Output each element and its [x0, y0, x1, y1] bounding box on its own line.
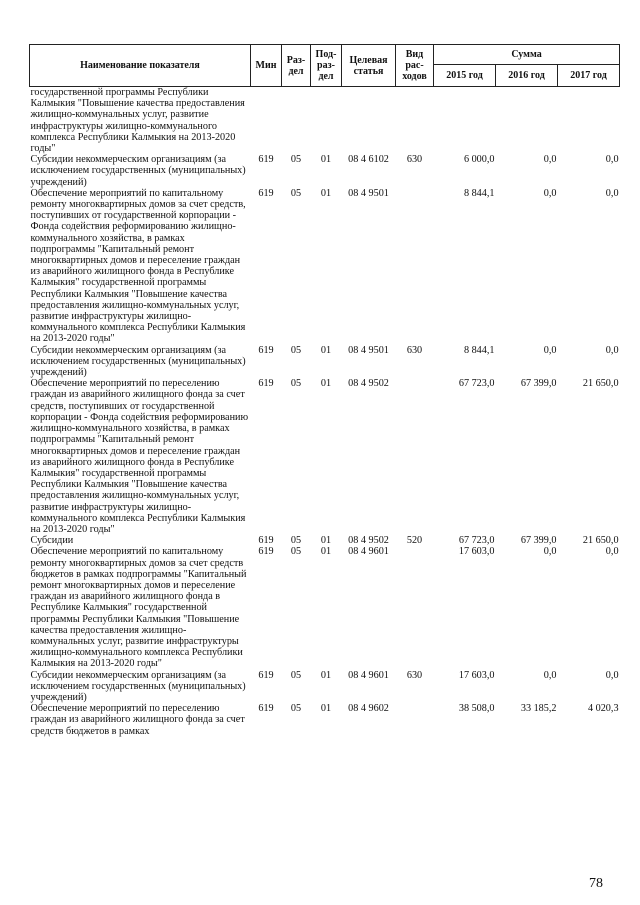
cell-min	[251, 87, 282, 155]
header-vid: Вид рас- ходов	[396, 45, 434, 87]
table-row	[30, 378, 620, 535]
cell-y2015	[434, 87, 496, 155]
cell-y2016: 0,0	[543, 187, 557, 199]
cell-podrazdel: 01	[320, 535, 332, 547]
cell-podrazdel: 01	[320, 344, 332, 356]
cell-y2015: 8 844,1	[463, 187, 495, 199]
header-2017: 2017 год	[558, 65, 620, 87]
cell-y2017: 0,0	[605, 669, 619, 681]
cell-y2017: 0,0	[605, 344, 619, 356]
cell-y2017: 0,0	[605, 546, 619, 558]
table-row	[30, 188, 620, 345]
cell-min: 619	[258, 154, 274, 166]
cell-vid	[396, 546, 434, 669]
cell-target: 08 4 9502	[348, 535, 389, 547]
table-row	[30, 535, 620, 546]
cell-vid	[396, 188, 434, 345]
cell-name: государственной программы Республики Калмыкия "Повышение качества предоставления жилищно-коммунальных услуг, развитие инфраструктуры жилищно-коммунального комплекса Республики Калмыкия на 2013-2020 годы"	[30, 87, 245, 155]
cell-target: 08 4 9501	[348, 344, 389, 356]
cell-razdel: 05	[290, 154, 302, 166]
cell-podrazdel: 01	[320, 187, 332, 199]
cell-min: 619	[258, 669, 274, 681]
cell-razdel: 05	[290, 344, 302, 356]
cell-y2015: 67 723,0	[458, 378, 495, 390]
cell-y2016: 0,0	[543, 669, 557, 681]
cell-podrazdel: 01	[320, 669, 332, 681]
cell-name: Субсидии некоммерческим организациям (за исключением государственных (муниципальных) учреждений)	[30, 669, 246, 703]
cell-min: 619	[258, 378, 274, 390]
cell-podrazdel: 01	[320, 378, 332, 390]
header-2016: 2016 год	[496, 65, 558, 87]
cell-vid: 630	[406, 154, 423, 166]
cell-y2016: 67 399,0	[520, 535, 557, 547]
cell-y2017: 21 650,0	[582, 378, 619, 390]
cell-razdel: 05	[290, 535, 302, 547]
header-target: Целевая статья	[342, 45, 396, 87]
header-min: Мин	[251, 45, 282, 87]
header-sum: Сумма	[434, 45, 620, 65]
cell-min: 619	[258, 344, 274, 356]
cell-podrazdel: 01	[320, 154, 332, 166]
cell-razdel: 05	[290, 187, 302, 199]
cell-y2016: 67 399,0	[520, 378, 557, 390]
cell-vid: 520	[406, 535, 423, 547]
cell-vid	[396, 87, 434, 155]
cell-name: Субсидии	[30, 535, 74, 547]
cell-y2017: 0,0	[605, 154, 619, 166]
cell-y2015: 8 844,1	[463, 344, 495, 356]
cell-target: 08 4 9502	[348, 378, 389, 390]
cell-y2016: 33 185,2	[520, 703, 557, 715]
cell-y2017: 4 020,3	[587, 703, 619, 715]
cell-y2016: 0,0	[543, 344, 557, 356]
header-podrazdel: Под- раз- дел	[311, 45, 342, 87]
cell-y2015: 6 000,0	[463, 154, 495, 166]
cell-min: 619	[258, 546, 274, 558]
cell-vid	[396, 378, 434, 535]
budget-table	[29, 44, 620, 737]
cell-y2017: 21 650,0	[582, 535, 619, 547]
cell-y2016	[496, 87, 558, 155]
cell-min: 619	[258, 187, 274, 199]
cell-y2015: 38 508,0	[458, 703, 495, 715]
cell-podrazdel: 01	[320, 703, 332, 715]
cell-target: 08 4 9602	[348, 703, 389, 715]
cell-name: Субсидии некоммерческим организациям (за исключением государственных (муниципальных) учреждений)	[30, 344, 246, 379]
cell-name: Обеспечение мероприятий по капитальному ремонту многоквартирных домов за счет средств, поступивших от государственной корпорации - Фонда содействия реформированию жилищно-коммунального хозяйства, в рамках подпрограммы "Капитальный ремонт многоквартирных домов и переселение граждан из аварийного жилищного фонда в Республике Калмыкия" государственной программы Республики Калмыкия "Повышение качества предоставления жилищно-коммунальных услуг, развитие инфраструктуры жилищно-коммунального комплекса Республики Калмыкия на 2013-2020 годы"	[30, 187, 246, 345]
cell-y2016: 0,0	[543, 546, 557, 558]
cell-vid: 630	[406, 669, 423, 681]
cell-name: Обеспечение мероприятий по переселению граждан из аварийного жилищного фонда за счет средств, поступивших от государственной корпорации - Фонда содействия реформированию жилищно-коммунального хозяйства, в рамках подпрограммы "Капитальный ремонт многоквартирных домов и переселение граждан из аварийного жилищного фонда в Республике Калмыкия" государственной программы Республики Калмыкия "Повышение качества предоставления жилищно-коммунальных услуг, развитие инфраструктуры жилищно-коммунального комплекса Республики Калмыкия на 2013-2020 годы"	[30, 378, 249, 535]
table-row	[30, 670, 620, 704]
cell-razdel: 05	[290, 703, 302, 715]
table-row	[30, 703, 620, 737]
header-2015: 2015 год	[434, 65, 496, 87]
cell-name: Обеспечение мероприятий по капитальному ремонту многоквартирных домов за счет средств бюджетов в рамках подпрограммы "Капитальный ремонт многоквартирных домов и переселение граждан из аварийного жилищного фонда в Республике Калмыкия" государственной программы Республики Калмыкия "Повышение качества предоставления жилищно-коммунальных услуг, развитие инфраструктуры жилищно-коммунального комплекса Республики Калмыкия на 2013-2020 годы"	[30, 546, 247, 670]
cell-y2016: 0,0	[543, 154, 557, 166]
cell-name: Обеспечение мероприятий по переселению граждан из аварийного жилищного фонда за счет средств бюджетов в рамках	[30, 703, 245, 737]
header-razdel: Раз- дел	[282, 45, 311, 87]
cell-y2017: 0,0	[605, 187, 619, 199]
cell-razdel	[282, 87, 311, 155]
cell-razdel: 05	[290, 378, 302, 390]
table-row	[30, 154, 620, 188]
cell-podrazdel	[311, 87, 342, 155]
cell-target: 08 4 9601	[348, 669, 389, 681]
cell-vid	[396, 703, 434, 737]
header-name: Наименование показателя	[30, 45, 251, 87]
cell-target: 08 4 6102	[348, 154, 389, 166]
cell-name: Субсидии некоммерческим организациям (за исключением государственных (муниципальных) учреждений)	[30, 154, 246, 188]
cell-min: 619	[258, 703, 274, 715]
cell-y2015: 17 603,0	[458, 669, 495, 681]
page-number: 78	[589, 876, 603, 891]
table-row	[30, 546, 620, 669]
cell-podrazdel: 01	[320, 546, 332, 558]
table-row	[30, 345, 620, 379]
cell-target: 08 4 9601	[348, 546, 389, 558]
table-row	[30, 87, 620, 155]
cell-min: 619	[258, 535, 274, 547]
cell-vid: 630	[406, 344, 423, 356]
cell-y2015: 67 723,0	[458, 535, 495, 547]
cell-razdel: 05	[290, 546, 302, 558]
cell-y2017	[558, 87, 620, 155]
cell-razdel: 05	[290, 669, 302, 681]
cell-y2015: 17 603,0	[458, 546, 495, 558]
cell-target	[342, 87, 396, 155]
cell-target: 08 4 9501	[348, 187, 389, 199]
